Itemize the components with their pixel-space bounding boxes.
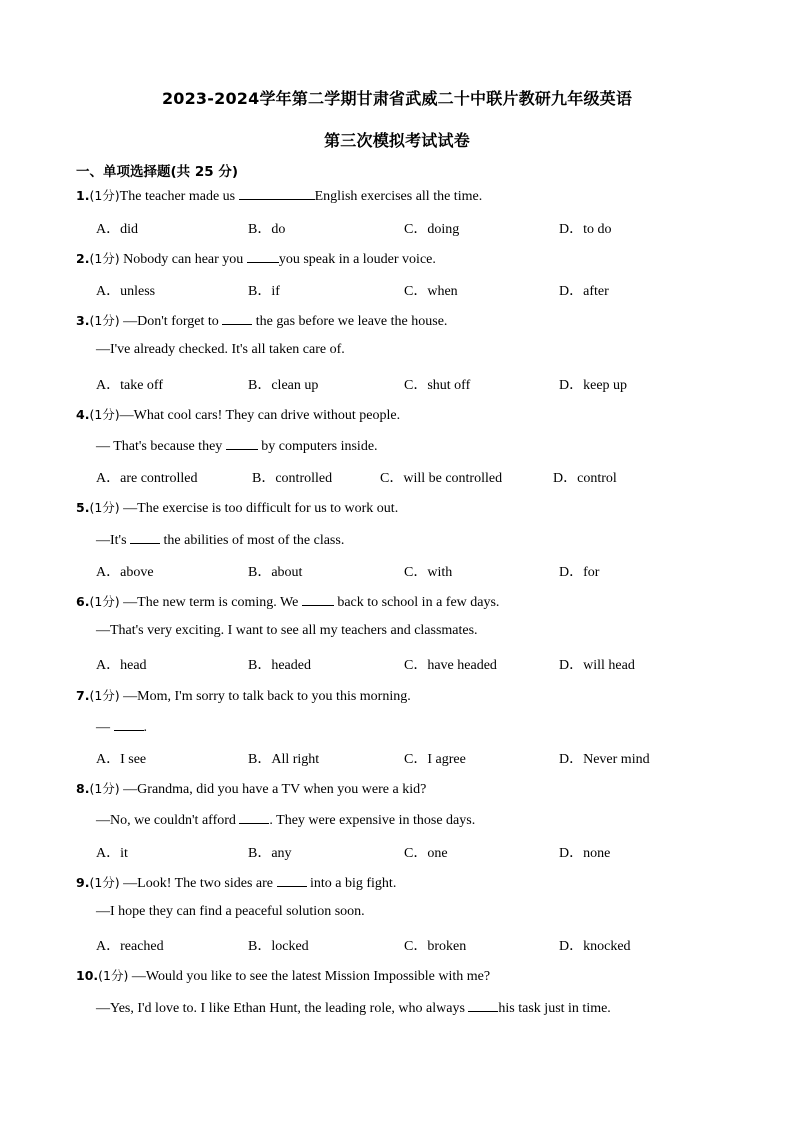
- answer-blank: [239, 810, 269, 824]
- option-a: A．are controlled: [96, 471, 198, 486]
- answer-blank: [239, 186, 315, 200]
- question-2-stem: [76, 249, 436, 268]
- question-text: —What cool cars! They can drive without people.: [119, 408, 401, 423]
- question-text: into a big fight.: [306, 876, 397, 891]
- question-5-reply: [96, 530, 344, 549]
- answer-blank: [468, 998, 498, 1012]
- answer-blank: [226, 436, 258, 450]
- reply-text: —No, we couldn't afford: [96, 813, 240, 828]
- option-d: D．for: [559, 565, 600, 580]
- option-c: C．one: [404, 846, 448, 861]
- option-b: B．All right: [248, 752, 320, 767]
- option-a: A．reached: [96, 939, 164, 954]
- option-a: A．take off: [96, 378, 163, 393]
- question-text: —Grandma, did you have a TV when you were a kid?: [119, 782, 427, 797]
- question-number: 3.: [76, 313, 90, 328]
- question-5-stem: [76, 498, 398, 517]
- option-a: A．it: [96, 846, 128, 861]
- question-score: (1分): [89, 407, 120, 422]
- option-c: C．will be controlled: [380, 471, 503, 486]
- answer-blank: [114, 717, 144, 731]
- option-b: B．do: [248, 222, 286, 237]
- option-a: A．above: [96, 565, 154, 580]
- question-number: 9.: [76, 875, 90, 890]
- question-8-reply: [96, 810, 475, 829]
- question-text: —The exercise is too difficult for us to work out.: [119, 501, 399, 516]
- question-score: (1分): [89, 594, 120, 609]
- exam-title-line1: 2023-2024学年第二学期甘肃省武威二十中联片教研九年级英语: [161, 89, 633, 108]
- question-3-stem: [76, 311, 447, 330]
- reply-text: by computers inside.: [257, 439, 378, 454]
- option-c: C．I agree: [404, 752, 466, 767]
- option-c: C．doing: [404, 222, 460, 237]
- reply-text: the abilities of most of the class.: [160, 533, 345, 548]
- question-text: you speak in a louder voice.: [278, 252, 436, 267]
- reply-text: —: [96, 720, 114, 735]
- question-number: 1.: [76, 188, 90, 203]
- question-score: (1分): [89, 500, 120, 515]
- option-c: C．when: [404, 284, 458, 299]
- question-7-stem: [76, 686, 411, 705]
- question-9-reply: —I hope they can find a peaceful solution soon.: [96, 904, 365, 919]
- question-score: (1分): [89, 688, 120, 703]
- question-3-reply: —I've already checked. It's all taken care of.: [96, 342, 345, 357]
- question-number: 5.: [76, 500, 90, 515]
- question-text: —Don't forget to: [119, 314, 223, 329]
- option-d: D．will head: [559, 658, 635, 673]
- question-7-reply: [96, 717, 147, 736]
- option-b: B．locked: [248, 939, 309, 954]
- option-b: B．if: [248, 284, 280, 299]
- question-score: (1分): [89, 781, 120, 796]
- question-6-reply: —That's very exciting. I want to see all my teachers and classmates.: [96, 623, 478, 638]
- option-d: D．control: [553, 471, 617, 486]
- option-c: C．broken: [404, 939, 467, 954]
- exam-title-line2: 第三次模拟考试试卷: [324, 131, 470, 150]
- question-text: English exercises all the time.: [314, 189, 483, 204]
- question-score: (1分): [89, 251, 120, 266]
- reply-text: —Yes, I'd love to. I like Ethan Hunt, the leading role, who always: [96, 1001, 469, 1016]
- answer-blank: [302, 592, 334, 606]
- option-a: A．unless: [96, 284, 156, 299]
- option-d: D．knocked: [559, 939, 631, 954]
- question-text: —Would you like to see the latest Mission Impossible with me?: [128, 969, 491, 984]
- answer-blank: [277, 873, 307, 887]
- section-heading: 一、单项选择题(共 25 分): [76, 164, 239, 180]
- option-d: D．keep up: [559, 378, 628, 393]
- reply-text: his task just in time.: [498, 1001, 611, 1016]
- question-10-reply: [96, 998, 611, 1017]
- question-text: the gas before we leave the house.: [252, 314, 448, 329]
- question-score: (1分): [89, 188, 120, 203]
- option-d: D．none: [559, 846, 611, 861]
- option-d: D．to do: [559, 222, 612, 237]
- option-b: B．headed: [248, 658, 311, 673]
- question-number: 10.: [76, 968, 99, 983]
- option-a: A．I see: [96, 752, 147, 767]
- question-8-stem: [76, 779, 426, 798]
- answer-blank: [130, 530, 160, 544]
- option-b: B．about: [248, 565, 303, 580]
- answer-blank: [222, 311, 252, 325]
- question-score: (1分): [89, 875, 120, 890]
- reply-text: .: [143, 720, 147, 735]
- question-text: —Look! The two sides are: [119, 876, 277, 891]
- option-a: A．did: [96, 222, 138, 237]
- option-d: D．Never mind: [559, 752, 650, 767]
- option-b: B．any: [248, 846, 292, 861]
- question-number: 8.: [76, 781, 90, 796]
- reply-text: . They were expensive in those days.: [269, 813, 476, 828]
- reply-text: —It's: [96, 533, 131, 548]
- option-d: D．after: [559, 284, 609, 299]
- question-4-reply: [96, 436, 378, 455]
- question-number: 6.: [76, 594, 90, 609]
- question-10-stem: [76, 966, 490, 985]
- option-c: C．with: [404, 565, 453, 580]
- question-number: 7.: [76, 688, 90, 703]
- option-b: B．controlled: [252, 471, 333, 486]
- question-9-stem: [76, 873, 396, 892]
- question-text: Nobody can hear you: [119, 252, 247, 267]
- question-text: —Mom, I'm sorry to talk back to you this morning.: [119, 689, 411, 704]
- option-b: B．clean up: [248, 378, 319, 393]
- option-c: C．have headed: [404, 658, 497, 673]
- question-number: 2.: [76, 251, 90, 266]
- question-number: 4.: [76, 407, 90, 422]
- question-text: —The new term is coming. We: [119, 595, 302, 610]
- question-6-stem: [76, 592, 499, 611]
- question-score: (1分): [89, 313, 120, 328]
- reply-text: — That's because they: [96, 439, 226, 454]
- question-4-stem: [76, 405, 400, 424]
- question-score: (1分): [98, 968, 129, 983]
- option-a: A．head: [96, 658, 147, 673]
- option-c: C．shut off: [404, 378, 471, 393]
- question-text: back to school in a few days.: [333, 595, 500, 610]
- answer-blank: [247, 249, 279, 263]
- question-text: The teacher made us: [119, 189, 239, 204]
- question-1-stem: [76, 186, 482, 205]
